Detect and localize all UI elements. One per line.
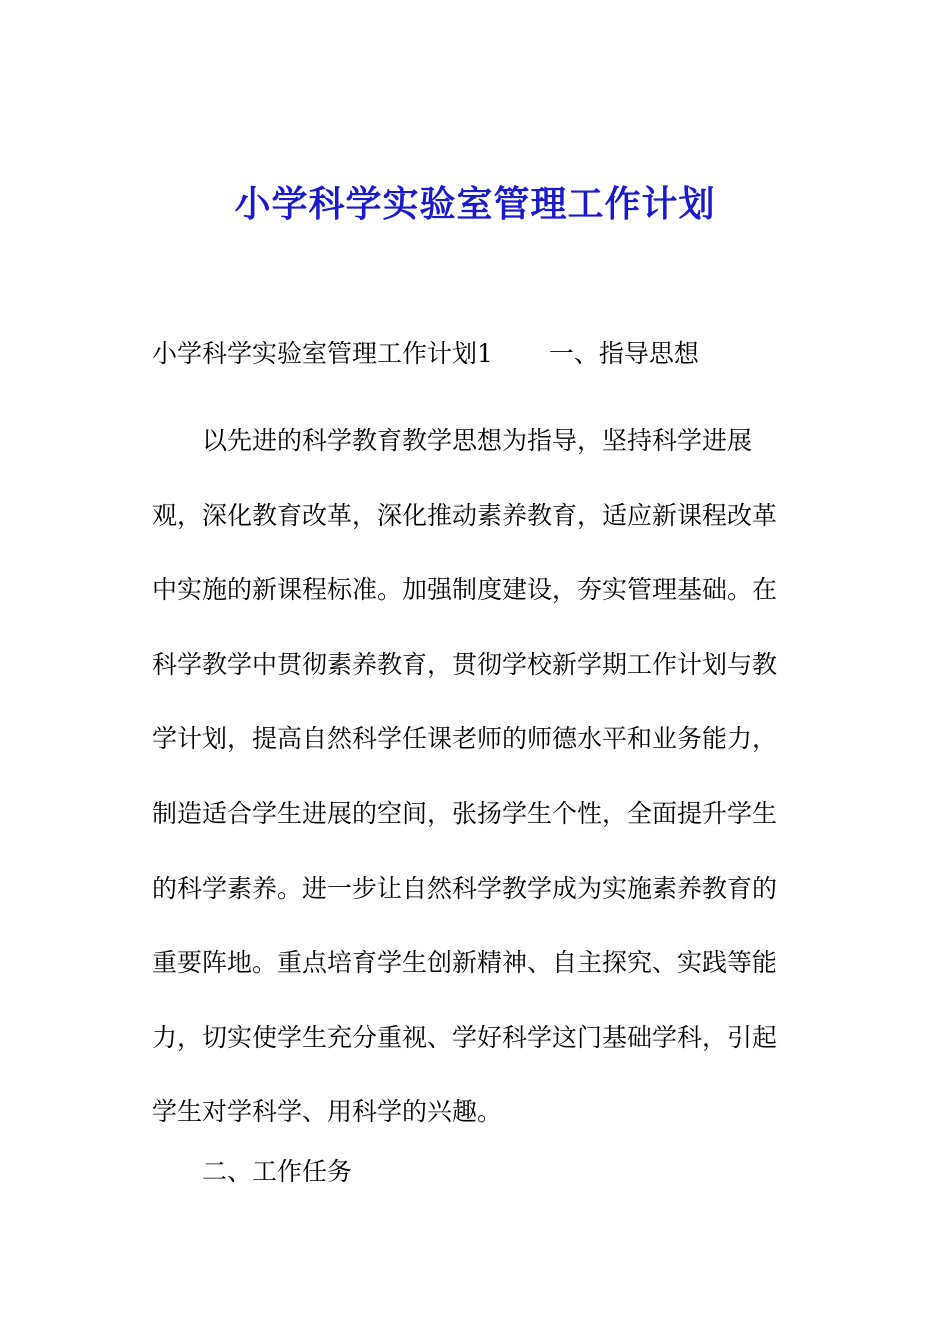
paragraph-line: 科学教学中贯彻素养教育，贯彻学校新学期工作计划与教 (152, 649, 778, 679)
paragraph-line: 的科学素养。进一步让自然科学教学成为实施素养教育的 (152, 873, 778, 903)
paragraph-line: 制造适合学生进展的空间，张扬学生个性，全面提升学生 (152, 798, 778, 828)
paragraph-line: 力，切实使学生充分重视、学好科学这门基础学科，引起 (152, 1022, 778, 1052)
section-label: 小学科学实验室管理工作计划1 (152, 339, 493, 368)
paragraph-line: 中实施的新课程标准。加强制度建设，夯实管理基础。在 (152, 575, 778, 605)
paragraph-line: 以先进的科学教育教学思想为指导，坚持科学进展 (202, 426, 753, 455)
body-paragraph (152, 404, 792, 1150)
paragraph-line: 观，深化教育改革，深化推动素养教育，适应新课程改革 (152, 500, 778, 530)
paragraph-line: 学计划，提高自然科学任课老师的师德水平和业务能力， (152, 724, 778, 754)
subheading-work-tasks: 二、工作任务 (202, 1157, 353, 1186)
document-title: 小学科学实验室管理工作计划 (234, 183, 716, 225)
paragraph-line: 学生对学科学、用科学的兴趣。 (152, 1097, 503, 1127)
paragraph-line: 重要阵地。重点培育学生创新精神、自主探究、实践等能 (152, 948, 778, 978)
section-heading: 一、指导思想 (548, 339, 699, 368)
section-heading-row (152, 334, 699, 374)
